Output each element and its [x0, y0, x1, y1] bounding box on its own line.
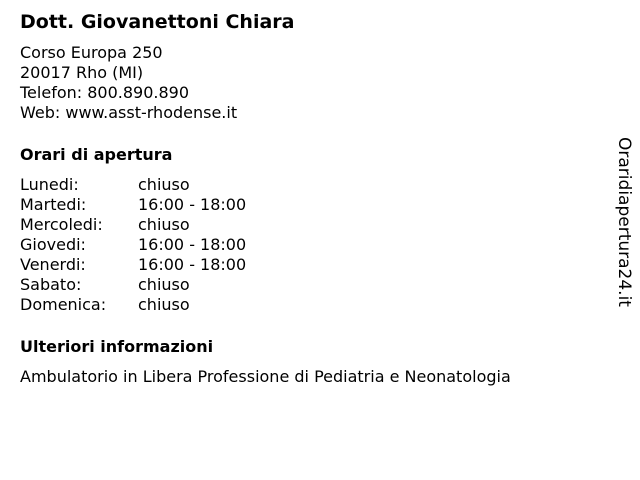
hours-day: Giovedi: [20, 235, 86, 254]
address-city: 20017 Rho (MI) [20, 63, 144, 82]
hours-day: Martedi: [20, 195, 87, 214]
hours-time: chiuso [138, 295, 190, 314]
listing-card [20, 10, 600, 387]
hours-day: Sabato: [20, 275, 82, 294]
hours-row-monday [20, 175, 600, 195]
opening-hours-heading: Orari di apertura [20, 145, 173, 164]
hours-day: Domenica: [20, 295, 107, 314]
additional-info-heading: Ulteriori informazioni [20, 337, 214, 356]
address-street: Corso Europa 250 [20, 43, 163, 62]
phone-number: Telefon: 800.890.890 [20, 83, 190, 102]
hours-row-thursday [20, 235, 600, 255]
hours-time: 16:00 - 18:00 [138, 235, 247, 254]
address-block [20, 43, 600, 123]
hours-time: chiuso [138, 275, 190, 294]
hours-row-saturday [20, 275, 600, 295]
additional-info-text: Ambulatorio in Libera Professione di Pediatria e Neonatologia [20, 367, 511, 386]
hours-day: Venerdi: [20, 255, 86, 274]
opening-hours-table [20, 175, 600, 315]
hours-day: Mercoledi: [20, 215, 103, 234]
hours-row-sunday [20, 295, 600, 315]
hours-row-friday [20, 255, 600, 275]
hours-time: chiuso [138, 215, 190, 234]
hours-time: chiuso [138, 175, 190, 194]
site-watermark: Oraridiapertura24.it [614, 137, 634, 307]
hours-row-tuesday [20, 195, 600, 215]
website-link: Web: www.asst-rhodense.it [20, 103, 238, 122]
hours-time: 16:00 - 18:00 [138, 195, 247, 214]
hours-row-wednesday [20, 215, 600, 235]
page-title: Dott. Giovanettoni Chiara [20, 11, 295, 33]
hours-time: 16:00 - 18:00 [138, 255, 247, 274]
hours-day: Lunedi: [20, 175, 79, 194]
